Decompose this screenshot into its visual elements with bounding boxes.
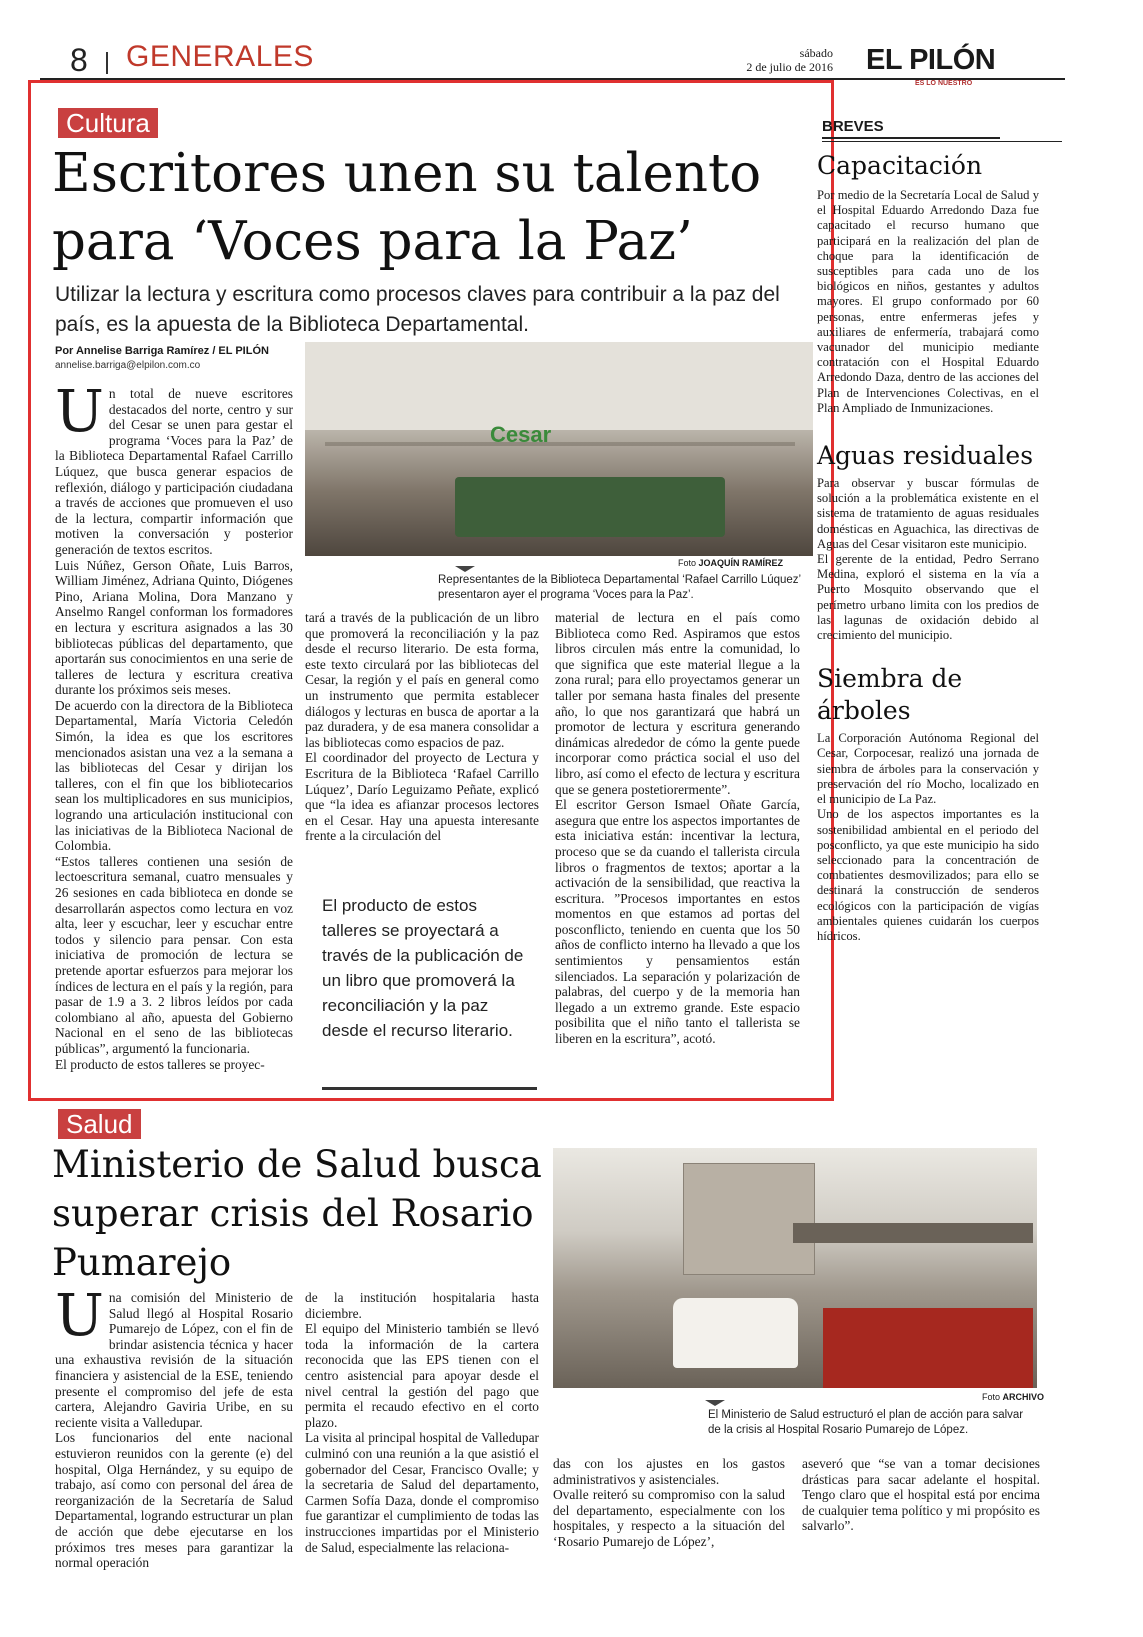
photo-ambulance [673,1298,798,1368]
photo-shadow-line [325,442,795,446]
photo-table [455,477,725,537]
paragraph: n total de nueve escritores destacados del norte, centro y sur del Cesar se unen para gestar el programa ‘Voces para la Paz’ de la Biblioteca Departamental Rafael Carrillo Lúquez, que busca generar espacios de reflexión, diálogo y participación ciudadana a través de acciones que promueven el uso de la lectura, compartir información que motiven la conversación y posterior generación de textos escritos. [55,386,293,557]
pull-quote-rule [322,1087,537,1090]
newspaper-logo: EL PILÓN [866,44,996,76]
issue-day: sábado [799,46,833,60]
paragraph: El gerente de la entidad, Pedro Serrano Medina, exploró el sistema en la vía a Puerto Mosquito observando que el perímetro urbano limita con los predios de las lagunas de oxidación debido al crecimiento del municipio. [817,552,1039,643]
brief-body [817,731,1039,944]
photo-credit [678,558,783,568]
photo-building [683,1163,815,1275]
paragraph: material de lectura en el país como Biblioteca como Red. Aspiramos que estos libros circulen más entre la comunidad, lo que significa que este material llegue a la zona rural; para ello proyectamos generar un taller por semana hasta finales del presente año, lo que nos garantizará que habrá un promotor de lectura y escritura generando dinámicas alrededor de cómo la gente puede incorporar como práctica social el uso del libro, así como el efecto de lectura y escritura que se genera postetiorermente”. [555,610,800,797]
brief-title: Aguas residuales [817,441,1034,471]
paragraph: aseveró que “se van a tomar decisiones drásticas para sacar adelante el hospital. Tengo claro que el hospital está por encima de cualquier tema político y mi propósito es salvarlo”. [802,1456,1040,1534]
brief-title: Capacitación [817,151,983,180]
article-column-1 [55,377,293,1072]
caption-pointer-icon [455,566,475,572]
photo-banner-text: Cesar [490,422,552,447]
article2-column-3 [553,1456,785,1550]
article-photo [305,342,813,556]
headline-line: superar crisis del Rosario [52,1192,534,1235]
article-column-2 [305,610,539,844]
breves-label: BREVES [822,118,1000,139]
brief-body [817,476,1039,643]
issue-date-text: 2 de julio de 2016 [746,60,833,74]
brief-body [817,188,1039,416]
page-number: 8 [70,42,88,78]
photo-credit-name: ARCHIVO [1002,1392,1045,1402]
photo-credit [982,1392,1044,1402]
photo-credit-name: JOAQUÍN RAMÍREZ [698,558,784,568]
paragraph: La visita al principal hospital de Valledupar culminó con una reunión a la que asistió el gobernador del Cesar, Francisco Ovalle; y la secretaria de Salud del departamento, Carmen Sofía Daza, donde el compromiso fue garantizar el cumplimiento de todas las instrucciones impartidas por el Ministerio de Salud, especialmente las relaciona- [305,1430,539,1555]
article2-column-2 [305,1290,539,1555]
photo-caption: Representantes de la Biblioteca Departamental ‘Rafael Carrillo Lúquez’ presentaron ayer el programa ‘Voces para la Paz’. [438,574,801,601]
drop-cap: U [55,377,104,445]
photo-backdrop [305,342,813,430]
headline-line: Escritores unen su talento [52,143,762,204]
article2-column-1 [55,1281,293,1571]
paragraph: das con los ajustes en los gastos administrativos y asistenciales. [553,1456,785,1487]
paragraph: Por medio de la Secretaría Local de Salud y el Hospital Eduardo Arredondo Daza fue capacitado el recurso humano que participará en la realización del plan de choque para la identificación de susceptibles para cada uno de los biológicos en niños, gestantes y adultos mayores. El grupo conformado por 60 personas, entre enfermeras jefes y auxiliares de enfermería, trabajará como vacunador del municipio mediante contratación con el Hospital Eduardo Arredondo Daza, dentro de las acciones del Plan de Intervenciones Colectivas, en el Plan Ampliado de Inmunizaciones. [817,188,1039,415]
section-tag-salud: Salud [58,1109,141,1139]
photo-roof [793,1223,1033,1243]
article-byline: Por Annelise Barriga Ramírez / EL PILÓN [55,345,269,357]
author-email: annelise.barriga@elpilon.com.co [55,360,201,371]
hospital-photo [553,1148,1037,1388]
drop-cap: U [55,1281,104,1349]
article-headline [52,1140,542,1287]
article-dek: Utilizar la lectura y escritura como procesos claves para contribuir a la paz del país, es la apuesta de la Biblioteca Departamental. [55,283,780,336]
paragraph: Uno de los aspectos importantes es la sostenibilidad ambiental en el periodo del posconflicto, ya que este municipio ha sido seleccionado para la concentración de combatientes desmovilizados; para ello se destinará la construcción de senderos ecológicos con la participación de vigías ambientales quienes cuidarán los cuerpos hídricos. [817,807,1039,943]
photo-credit-prefix: Foto [678,558,697,568]
headline-line: Ministerio de Salud busca [52,1143,542,1186]
paragraph: de la institución hospitalaria hasta diciembre. [305,1290,539,1321]
brief-title: Siembra de árboles [817,664,963,726]
paragraph: El equipo del Ministerio también se llevó toda la información de la cartera reconocida que las EPS tienen con el centro asistencial para apoyar desde el nivel central la gestión del pago que permita el recaudo efectivo en el corto plazo. [305,1321,539,1430]
paragraph: Luis Núñez, Gerson Oñate, Luis Barros, William Jiménez, Adriana Quinto, Diógenes Pino, Ariana Molina, Dora Manzano y Anselmo Rangel conforman los formadores en lectura y escritura asignados a las 30 bibliotecas públicas del departamento, que aportarán sus conocimientos en una serie de talleres de lectura y escritura creativa durante los próximos seis meses. [55,557,293,698]
paragraph: El escritor Gerson Ismael Oñate García, asegura que entre los aspectos importantes de esta iniciativa están: incentivar la lectura, proceso que se da cuando el tallerista circula libros o fragmentos de textos; aportar a la activación de la sensibilidad, que reactiva la escritura. ”Procesos importantes en estos momentos en que estamos ad portas del posconflicto, teniendo en cuenta que los 50 años de conflicto interno ha llevado a que los sentimientos y pensamientos están silenciados. La separación y polarización de palabras, del cuerpo y de la memoria han llegado a un extremo grande. Este espacio posibilita que el niño tanto el tallerista se liberen en la escritura”, acotó. [555,797,800,1047]
article2-column-4 [802,1456,1040,1534]
photo-caption: El Ministerio de Salud estructuró el plan de acción para salvar de la crisis al Hospital Rosario Pumarejo de López. [708,1409,1024,1436]
photo-red-pavement [823,1308,1033,1388]
pull-quote: El producto de estos talleres se proyectará a través de la publicación de un libro que promoverá la reconciliación y la paz desde el recurso literario. [322,896,524,1040]
caption-pointer-icon [705,1400,725,1406]
paragraph: Los funcionarios del ente nacional estuvieron reunidos con la gerente (e) del hospital, Olga Hernández, y su equipo de trabajo, así como con personal del área de reorganización de la Secretaría de Salud Departamental, logrando estructurar un plan de acción que debe ejecutarse en los próximos tres meses para garantizar la normal operación [55,1430,293,1571]
paragraph: La Corporación Autónoma Regional del Cesar, Corpocesar, realizó una jornada de siembra de árboles para la conservación y preservación del río Mocho, localizado en el municipio de La Paz. [817,731,1039,807]
article-column-3 [555,610,800,1047]
breves-column [817,150,1039,944]
header-divider [106,52,108,74]
breves-rule [822,141,1062,142]
paragraph: Para observar y buscar fórmulas de solución a la problemática existente en el sistema de tratamiento de aguas residuales domésticas en Aguachica, las directivas de Aguas del Cesar visitaron este municipio. [817,476,1039,551]
paragraph: “Estos talleres contienen una sesión de lectoescritura semanal, cuatro mensuales y 26 sesiones en cada biblioteca en donde se desarrollarán aspectos como lectura en voz alta, leer y escuchar, leer y escuchar entre todos y silencio para pensar. Con esta iniciativa de promoción de lectura se pretende aportar esfuerzos para mejorar los índices de lectura en el país y la región, para pasar de 1.9 a 3. 2 libros leídos por cada colombiano al año, apuesta del Gobierno Nacional en el seno de las bibliotecas públicas”, argumentó la funcionaria. [55,853,293,1056]
newspaper-slogan: ES LO NUESTRO [915,80,973,87]
photo-credit-prefix: Foto [982,1392,1001,1402]
paragraph: El coordinador del proyecto de Lectura y Escritura de la Biblioteca ‘Rafael Carrillo Lúquez’, Darío Leguizamo Peñate, explicó que “la idea es afianzar procesos lectores en el Cesar. Hay una apuesta interesante frente a la circulación del [305,750,539,844]
paragraph: De acuerdo con la directora de la Biblioteca Departamental, María Victoria Celedón Simón, la idea es que los escritores mencionados asistan una vez a la semana a las bibliotecas del Cesar y dirijan los talleres, con el fin que los bibliotecarios sean los multiplicadores en sus municipios, logrando una articulación institucional con las iniciativas de la Biblioteca Nacional de Colombia. [55,697,293,854]
article-headline [52,140,822,276]
section-tag-cultura: Cultura [58,108,158,138]
headline-line: para ‘Voces para la Paz’ [52,211,693,272]
headline-line: Pumarejo [52,1241,232,1284]
paragraph: tará a través de la publicación de un libro que promoverá la reconciliación y la paz desde el recurso literario. De esta forma, este texto circulará por las bibliotecas del Cesar, la región y el país en general como un instrumento que permita establecer diálogos y lecturas en busca de aportar a la paz duradera, y de esa manera consolidar a las bibliotecas como espacios de paz. [305,610,539,750]
paragraph: Ovalle reiteró su compromiso con la salud del departamento, especialmente con los hospitales, y respecto a la situación del ‘Rosario Pumarejo de López’, [553,1487,785,1549]
paragraph: El producto de estos talleres se proyec- [55,1056,265,1072]
section-title: GENERALES [126,40,314,73]
issue-date [735,46,833,74]
paragraph: na comisión del Ministerio de Salud llegó al Hospital Rosario Pumarejo de López, con el fin de brindar asistencia técnica y hacer una exhaustiva revisión de la situación financiera y asistencial de la ESE, teniendo presente el compromiso del jefe de esta cartera, Alejandro Gaviria Uribe, en su reciente visita a Valledupar. [55,1290,293,1430]
